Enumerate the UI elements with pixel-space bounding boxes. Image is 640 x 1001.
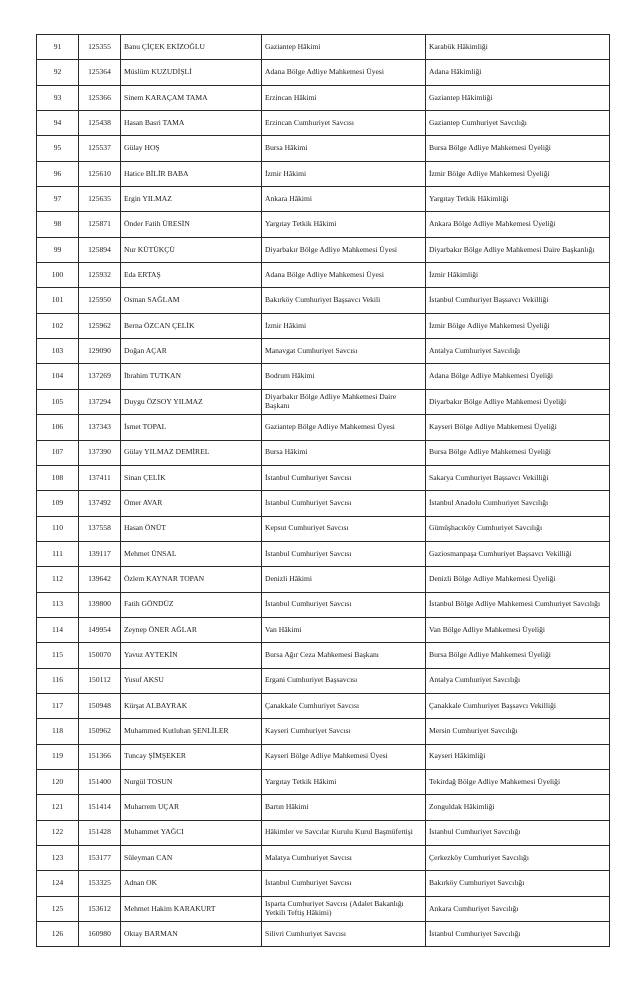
table-row [37, 389, 610, 414]
row-number-cell: 100 [37, 263, 79, 288]
registry-number-cell: 153177 [79, 846, 121, 871]
person-name-cell: Oktay BARMAN [121, 922, 262, 947]
row-number-cell: 101 [37, 288, 79, 313]
current-position-cell: Hâkimler ve Savcılar Kurulu Kurul Başmüfettişi [262, 820, 426, 845]
new-position-cell: Bursa Bölge Adliye Mahkemesi Üyeliği [426, 440, 610, 465]
registry-number-cell: 137343 [79, 415, 121, 440]
registry-number-cell: 150962 [79, 719, 121, 744]
new-position-cell: Adana Hâkimliği [426, 60, 610, 85]
person-name-cell: Gülay HOŞ [121, 136, 262, 161]
current-position-cell: Silivri Cumhuriyet Savcısı [262, 922, 426, 947]
person-name-cell: İbrahim TUTKAN [121, 364, 262, 389]
registry-number-cell: 125932 [79, 263, 121, 288]
table-row [37, 313, 610, 338]
row-number-cell: 93 [37, 85, 79, 110]
table-row [37, 415, 610, 440]
new-position-cell: Diyarbakır Bölge Adliye Mahkemesi Üyeliği [426, 389, 610, 414]
current-position-cell: Bodrum Hâkimi [262, 364, 426, 389]
row-number-cell: 126 [37, 922, 79, 947]
current-position-cell: Bakırköy Cumhuriyet Başsavcı Vekili [262, 288, 426, 313]
current-position-cell: Kayseri Cumhuriyet Savcısı [262, 719, 426, 744]
new-position-cell: Antalya Cumhuriyet Savcılığı [426, 339, 610, 364]
row-number-cell: 111 [37, 541, 79, 566]
table-row [37, 719, 610, 744]
person-name-cell: Zeynep ÖNER AĞLAR [121, 617, 262, 642]
current-position-cell: Bartın Hâkimi [262, 795, 426, 820]
person-name-cell: İsmet TOPAL [121, 415, 262, 440]
current-position-cell: İstanbul Cumhuriyet Savcısı [262, 541, 426, 566]
new-position-cell: Tekirdağ Bölge Adliye Mahkemesi Üyeliği [426, 769, 610, 794]
table-row [37, 187, 610, 212]
new-position-cell: Kayseri Hâkimliği [426, 744, 610, 769]
registry-number-cell: 151366 [79, 744, 121, 769]
table-row [37, 769, 610, 794]
person-name-cell: Sinem KARAÇAM TAMA [121, 85, 262, 110]
person-name-cell: Mehmet Hakim KARAKURT [121, 896, 262, 921]
appointment-table [36, 34, 610, 947]
new-position-cell: İstanbul Bölge Adliye Mahkemesi Cumhuriyet Savcılığı [426, 592, 610, 617]
row-number-cell: 117 [37, 693, 79, 718]
table-row [37, 567, 610, 592]
row-number-cell: 109 [37, 491, 79, 516]
person-name-cell: Ergin YILMAZ [121, 187, 262, 212]
row-number-cell: 105 [37, 389, 79, 414]
row-number-cell: 94 [37, 111, 79, 136]
new-position-cell: Antalya Cumhuriyet Savcılığı [426, 668, 610, 693]
registry-number-cell: 151414 [79, 795, 121, 820]
table-row [37, 668, 610, 693]
row-number-cell: 103 [37, 339, 79, 364]
current-position-cell: Adana Bölge Adliye Mahkemesi Üyesi [262, 60, 426, 85]
new-position-cell: İstanbul Cumhuriyet Savcılığı [426, 820, 610, 845]
table-row [37, 693, 610, 718]
person-name-cell: Hatice BİLİR BABA [121, 161, 262, 186]
person-name-cell: Sinan ÇELİK [121, 465, 262, 490]
registry-number-cell: 125950 [79, 288, 121, 313]
table-row [37, 846, 610, 871]
table-row [37, 161, 610, 186]
person-name-cell: Banu ÇİÇEK EKİZOĞLU [121, 35, 262, 60]
row-number-cell: 123 [37, 846, 79, 871]
current-position-cell: Kepsut Cumhuriyet Savcısı [262, 516, 426, 541]
current-position-cell: Çanakkale Cumhuriyet Savcısı [262, 693, 426, 718]
registry-number-cell: 137558 [79, 516, 121, 541]
current-position-cell: Bursa Hâkimi [262, 440, 426, 465]
new-position-cell: İstanbul Cumhuriyet Başsavcı Vekilliği [426, 288, 610, 313]
current-position-cell: Erzincan Hâkimi [262, 85, 426, 110]
new-position-cell: Denizli Bölge Adliye Mahkemesi Üyeliği [426, 567, 610, 592]
row-number-cell: 97 [37, 187, 79, 212]
row-number-cell: 92 [37, 60, 79, 85]
new-position-cell: İzmir Hâkimliği [426, 263, 610, 288]
table-row [37, 643, 610, 668]
table-row [37, 617, 610, 642]
table-row [37, 871, 610, 896]
current-position-cell: Isparta Cumhuriyet Savcısı (Adalet Bakanlığı Yetkili Teftiş Hâkimi) [262, 896, 426, 921]
row-number-cell: 116 [37, 668, 79, 693]
current-position-cell: Malatya Cumhuriyet Savcısı [262, 846, 426, 871]
table-row [37, 85, 610, 110]
row-number-cell: 98 [37, 212, 79, 237]
table-row [37, 744, 610, 769]
row-number-cell: 120 [37, 769, 79, 794]
table-row [37, 364, 610, 389]
table-row [37, 288, 610, 313]
person-name-cell: Doğan AÇAR [121, 339, 262, 364]
new-position-cell: İzmir Bölge Adliye Mahkemesi Üyeliği [426, 313, 610, 338]
registry-number-cell: 125355 [79, 35, 121, 60]
current-position-cell: İzmir Hâkimi [262, 161, 426, 186]
table-row [37, 60, 610, 85]
row-number-cell: 124 [37, 871, 79, 896]
person-name-cell: Nur KÜTÜKÇÜ [121, 237, 262, 262]
row-number-cell: 104 [37, 364, 79, 389]
current-position-cell: Gaziantep Bölge Adliye Mahkemesi Üyesi [262, 415, 426, 440]
current-position-cell: Diyarbakır Bölge Adliye Mahkemesi Daire Başkanı [262, 389, 426, 414]
table-row [37, 795, 610, 820]
new-position-cell: Ankara Bölge Adliye Mahkemesi Üyeliği [426, 212, 610, 237]
registry-number-cell: 137411 [79, 465, 121, 490]
row-number-cell: 106 [37, 415, 79, 440]
person-name-cell: Yusuf AKSU [121, 668, 262, 693]
person-name-cell: Ömer AVAR [121, 491, 262, 516]
new-position-cell: Kayseri Bölge Adliye Mahkemesi Üyeliği [426, 415, 610, 440]
person-name-cell: Hasan Basri TAMA [121, 111, 262, 136]
row-number-cell: 115 [37, 643, 79, 668]
person-name-cell: Osman SAĞLAM [121, 288, 262, 313]
current-position-cell: Van Hâkimi [262, 617, 426, 642]
table-row [37, 237, 610, 262]
current-position-cell: Ergani Cumhuriyet Başsavcısı [262, 668, 426, 693]
registry-number-cell: 125871 [79, 212, 121, 237]
new-position-cell: Çanakkale Cumhuriyet Başsavcı Vekilliği [426, 693, 610, 718]
registry-number-cell: 125635 [79, 187, 121, 212]
new-position-cell: Bakırköy Cumhuriyet Savcılığı [426, 871, 610, 896]
registry-number-cell: 151400 [79, 769, 121, 794]
row-number-cell: 125 [37, 896, 79, 921]
table-row [37, 922, 610, 947]
registry-number-cell: 160980 [79, 922, 121, 947]
person-name-cell: Hasan ÖNÜT [121, 516, 262, 541]
row-number-cell: 96 [37, 161, 79, 186]
registry-number-cell: 125364 [79, 60, 121, 85]
person-name-cell: Süleyman CAN [121, 846, 262, 871]
current-position-cell: Adana Bölge Adliye Mahkemesi Üyesi [262, 263, 426, 288]
registry-number-cell: 150948 [79, 693, 121, 718]
table-row [37, 339, 610, 364]
table-row [37, 263, 610, 288]
table-row [37, 516, 610, 541]
current-position-cell: Denizli Hâkimi [262, 567, 426, 592]
person-name-cell: Özlem KAYNAR TOPAN [121, 567, 262, 592]
new-position-cell: Yargıtay Tetkik Hâkimliği [426, 187, 610, 212]
new-position-cell: Adana Bölge Adliye Mahkemesi Üyeliği [426, 364, 610, 389]
table-row [37, 820, 610, 845]
registry-number-cell: 153325 [79, 871, 121, 896]
current-position-cell: İstanbul Cumhuriyet Savcısı [262, 491, 426, 516]
row-number-cell: 102 [37, 313, 79, 338]
registry-number-cell: 149954 [79, 617, 121, 642]
current-position-cell: İstanbul Cumhuriyet Savcısı [262, 592, 426, 617]
person-name-cell: Fatih GÖNDÜZ [121, 592, 262, 617]
registry-number-cell: 139642 [79, 567, 121, 592]
new-position-cell: Sakarya Cumhuriyet Başsavcı Vekilliği [426, 465, 610, 490]
registry-number-cell: 125610 [79, 161, 121, 186]
current-position-cell: Manavgat Cumhuriyet Savcısı [262, 339, 426, 364]
person-name-cell: Tuncay ŞİMŞEKER [121, 744, 262, 769]
registry-number-cell: 125962 [79, 313, 121, 338]
row-number-cell: 110 [37, 516, 79, 541]
row-number-cell: 108 [37, 465, 79, 490]
new-position-cell: Mersin Cumhuriyet Savcılığı [426, 719, 610, 744]
person-name-cell: Gülay YILMAZ DEMİREL [121, 440, 262, 465]
registry-number-cell: 153612 [79, 896, 121, 921]
row-number-cell: 121 [37, 795, 79, 820]
registry-number-cell: 150070 [79, 643, 121, 668]
current-position-cell: Ankara Hâkimi [262, 187, 426, 212]
row-number-cell: 91 [37, 35, 79, 60]
current-position-cell: Yargıtay Tetkik Hâkimi [262, 212, 426, 237]
current-position-cell: İstanbul Cumhuriyet Savcısı [262, 871, 426, 896]
person-name-cell: Mehmet ÜNSAL [121, 541, 262, 566]
person-name-cell: Müslüm KUZUDİŞLİ [121, 60, 262, 85]
new-position-cell: Ankara Cumhuriyet Savcılığı [426, 896, 610, 921]
row-number-cell: 113 [37, 592, 79, 617]
person-name-cell: Adnan OK [121, 871, 262, 896]
new-position-cell: Bursa Bölge Adliye Mahkemesi Üyeliği [426, 136, 610, 161]
table-body [37, 35, 610, 947]
row-number-cell: 112 [37, 567, 79, 592]
person-name-cell: Nurgül TOSUN [121, 769, 262, 794]
table-row [37, 111, 610, 136]
new-position-cell: Çerkezköy Cumhuriyet Savcılığı [426, 846, 610, 871]
row-number-cell: 118 [37, 719, 79, 744]
registry-number-cell: 125894 [79, 237, 121, 262]
person-name-cell: Muhammed Kutluhan ŞENLİLER [121, 719, 262, 744]
new-position-cell: Gaziantep Hâkimliği [426, 85, 610, 110]
new-position-cell: Gümüşhacıköy Cumhuriyet Savcılığı [426, 516, 610, 541]
table-row [37, 212, 610, 237]
registry-number-cell: 125366 [79, 85, 121, 110]
registry-number-cell: 139800 [79, 592, 121, 617]
table-row [37, 896, 610, 921]
person-name-cell: Berna ÖZCAN ÇELİK [121, 313, 262, 338]
new-position-cell: Gaziantep Cumhuriyet Savcılığı [426, 111, 610, 136]
new-position-cell: Diyarbakır Bölge Adliye Mahkemesi Daire Başkanlığı [426, 237, 610, 262]
person-name-cell: Muharrem UÇAR [121, 795, 262, 820]
registry-number-cell: 129090 [79, 339, 121, 364]
registry-number-cell: 151428 [79, 820, 121, 845]
table-row [37, 465, 610, 490]
person-name-cell: Duygu ÖZSOY YILMAZ [121, 389, 262, 414]
current-position-cell: Gaziantep Hâkimi [262, 35, 426, 60]
registry-number-cell: 137492 [79, 491, 121, 516]
new-position-cell: İzmir Bölge Adliye Mahkemesi Üyeliği [426, 161, 610, 186]
registry-number-cell: 137269 [79, 364, 121, 389]
current-position-cell: Bursa Ağır Ceza Mahkemesi Başkanı [262, 643, 426, 668]
new-position-cell: Zonguldak Hâkimliği [426, 795, 610, 820]
table-row [37, 592, 610, 617]
row-number-cell: 119 [37, 744, 79, 769]
new-position-cell: Karabük Hâkimliği [426, 35, 610, 60]
table-row [37, 440, 610, 465]
registry-number-cell: 150112 [79, 668, 121, 693]
current-position-cell: Bursa Hâkimi [262, 136, 426, 161]
person-name-cell: Yavuz AYTEKİN [121, 643, 262, 668]
person-name-cell: Kürşat ALBAYRAK [121, 693, 262, 718]
registry-number-cell: 137390 [79, 440, 121, 465]
new-position-cell: Van Bölge Adliye Mahkemesi Üyeliği [426, 617, 610, 642]
row-number-cell: 95 [37, 136, 79, 161]
row-number-cell: 114 [37, 617, 79, 642]
current-position-cell: İzmir Hâkimi [262, 313, 426, 338]
table-row [37, 541, 610, 566]
current-position-cell: Yargıtay Tetkik Hâkimi [262, 769, 426, 794]
current-position-cell: İstanbul Cumhuriyet Savcısı [262, 465, 426, 490]
current-position-cell: Diyarbakır Bölge Adliye Mahkemesi Üyesi [262, 237, 426, 262]
person-name-cell: Muhammet YAĞCI [121, 820, 262, 845]
new-position-cell: Bursa Bölge Adliye Mahkemesi Üyeliği [426, 643, 610, 668]
person-name-cell: Eda ERTAŞ [121, 263, 262, 288]
row-number-cell: 107 [37, 440, 79, 465]
registry-number-cell: 137294 [79, 389, 121, 414]
current-position-cell: Erzincan Cumhuriyet Savcısı [262, 111, 426, 136]
new-position-cell: İstanbul Cumhuriyet Savcılığı [426, 922, 610, 947]
table-row [37, 35, 610, 60]
registry-number-cell: 125537 [79, 136, 121, 161]
current-position-cell: Kayseri Bölge Adliye Mahkemesi Üyesi [262, 744, 426, 769]
row-number-cell: 99 [37, 237, 79, 262]
registry-number-cell: 125438 [79, 111, 121, 136]
new-position-cell: Gaziosmanpaşa Cumhuriyet Başsavcı Vekilliği [426, 541, 610, 566]
person-name-cell: Önder Fatih ÜRESİN [121, 212, 262, 237]
new-position-cell: İstanbul Anadolu Cumhuriyet Savcılığı [426, 491, 610, 516]
table-row [37, 491, 610, 516]
registry-number-cell: 139117 [79, 541, 121, 566]
row-number-cell: 122 [37, 820, 79, 845]
table-row [37, 136, 610, 161]
